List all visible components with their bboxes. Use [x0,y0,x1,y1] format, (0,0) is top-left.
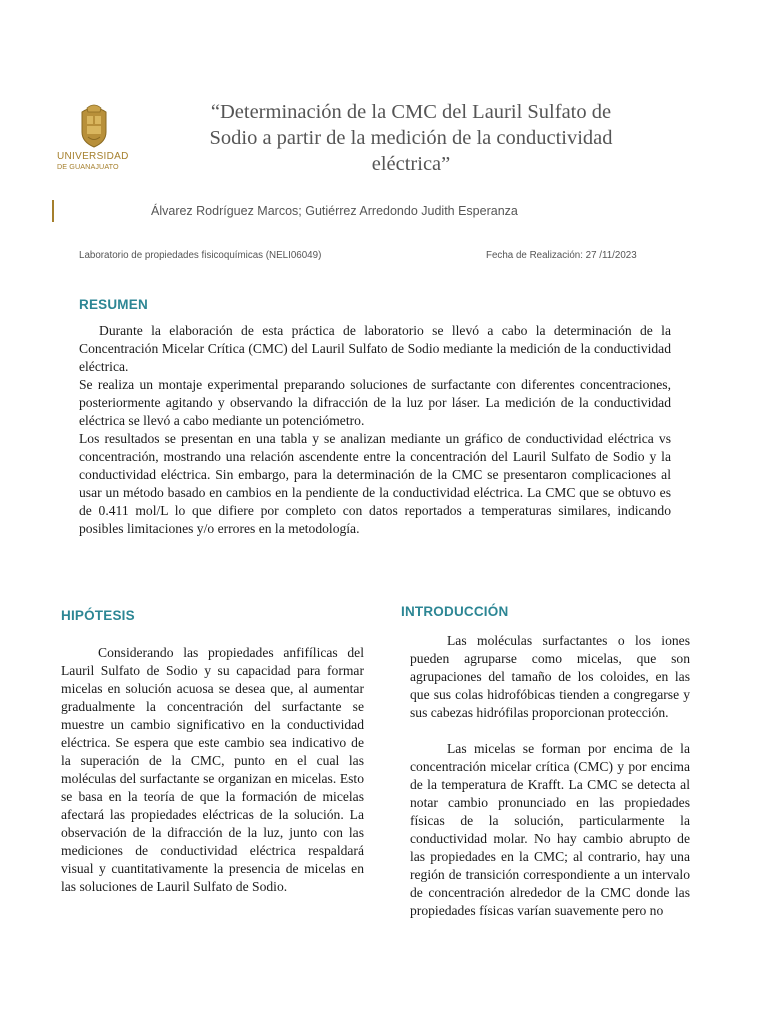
hipotesis-heading: HIPÓTESIS [61,608,135,623]
hipotesis-paragraph: Considerando las propiedades anfifílicas del Lauril Sulfato de Sodio y su capacidad para formar micelas en solución acuosa se desea que, al aumentar gradualmente la concentración del surfactante se muestre un cambio significativo en la conductividad eléctrica. Se espera que este cambio sea indicativo de la superación de la CMC, punto en el cual las moléculas del surfactante se organizan en micelas. Esto se basa en la teoría de que la formación de micelas afectará las propiedades eléctricas de la solución. La observación de la difracción de la luz, junto con las mediciones de conductividad eléctrica respaldará visual y cuantitativamente la presencia de micelas en las soluciones de Lauril Sulfato de Sodio. [61,645,364,894]
resumen-paragraph: Se realiza un montaje experimental preparando soluciones de surfactante con diferentes concentraciones, posteriormente agitando y observando la difracción de la luz por láser. La medición de la conductividad eléctrica se llevó a cabo mediante un potenciómetro. [79,377,671,428]
date: Fecha de Realización: 27 /11/2023 [486,250,637,261]
lab-name: Laboratorio de propiedades fisicoquímicas (NELI06049) [79,250,322,261]
resumen-paragraph: Los resultados se presentan en una tabla y se analizan mediante un gráfico de conductividad eléctrica vs concentración, mostrando una relación ascendente entre la concentración del Lauril Sulfato de Sodio y la conductividad eléctrica. Sin embargo, para la determinación de la CMC se presentaron complicaciones al usar un método basado en cambios en la pendiente de la conductividad eléctrica. La CMC que se obtuvo es de 0.411 mol/L lo que difiere por completo con datos reportados a temperaturas similares, indicando posibles limitaciones y/o errores en la metodología. [79,431,671,536]
hipotesis-body [61,644,364,896]
resumen-body [79,322,671,538]
resumen-heading: RESUMEN [79,297,148,312]
university-crest-icon [78,102,110,148]
university-name-line2: DE GUANAJUATO [57,162,119,171]
paper-title: “Determinación de la CMC del Lauril Sulfato de Sodio a partir de la medición de la conductividad eléctrica” [209,101,613,175]
introduccion-paragraph: Las micelas se forman por encima de la concentración micelar crítica (CMC) y por encima de la temperatura de Krafft. La CMC se detecta al notar cambio pronunciado en las propiedades físicas de la solución, particularmente la conductividad molar. No hay cambio abrupto de las propiedades en la CMC; al contrario, hay una región de transición correspondiente a un intervalo de concentración alrededor de la CMC donde las propiedades físicas varían suavemente pero no [410,741,690,918]
university-logo [52,102,136,176]
introduccion-body [410,632,690,938]
resumen-paragraph: Durante la elaboración de esta práctica de laboratorio se llevó a cabo la determinación de la Concentración Micelar Crítica (CMC) del Lauril Sulfato de Sodio mediante la medición de la conductividad eléctrica. [79,323,671,374]
authors: Álvarez Rodríguez Marcos; Gutiérrez Arredondo Judith Esperanza [151,204,518,218]
introduccion-heading: INTRODUCCIÓN [401,604,509,619]
university-name-line1: UNIVERSIDAD [57,151,129,162]
introduccion-paragraph: Las moléculas surfactantes o los iones pueden agruparse como micelas, que son agrupaciones del tamaño de los coloides, en las que sus colas hidrofóbicas tienden a congregarse y sus cabezas hidrófilas proporcionan protección. [410,633,690,720]
